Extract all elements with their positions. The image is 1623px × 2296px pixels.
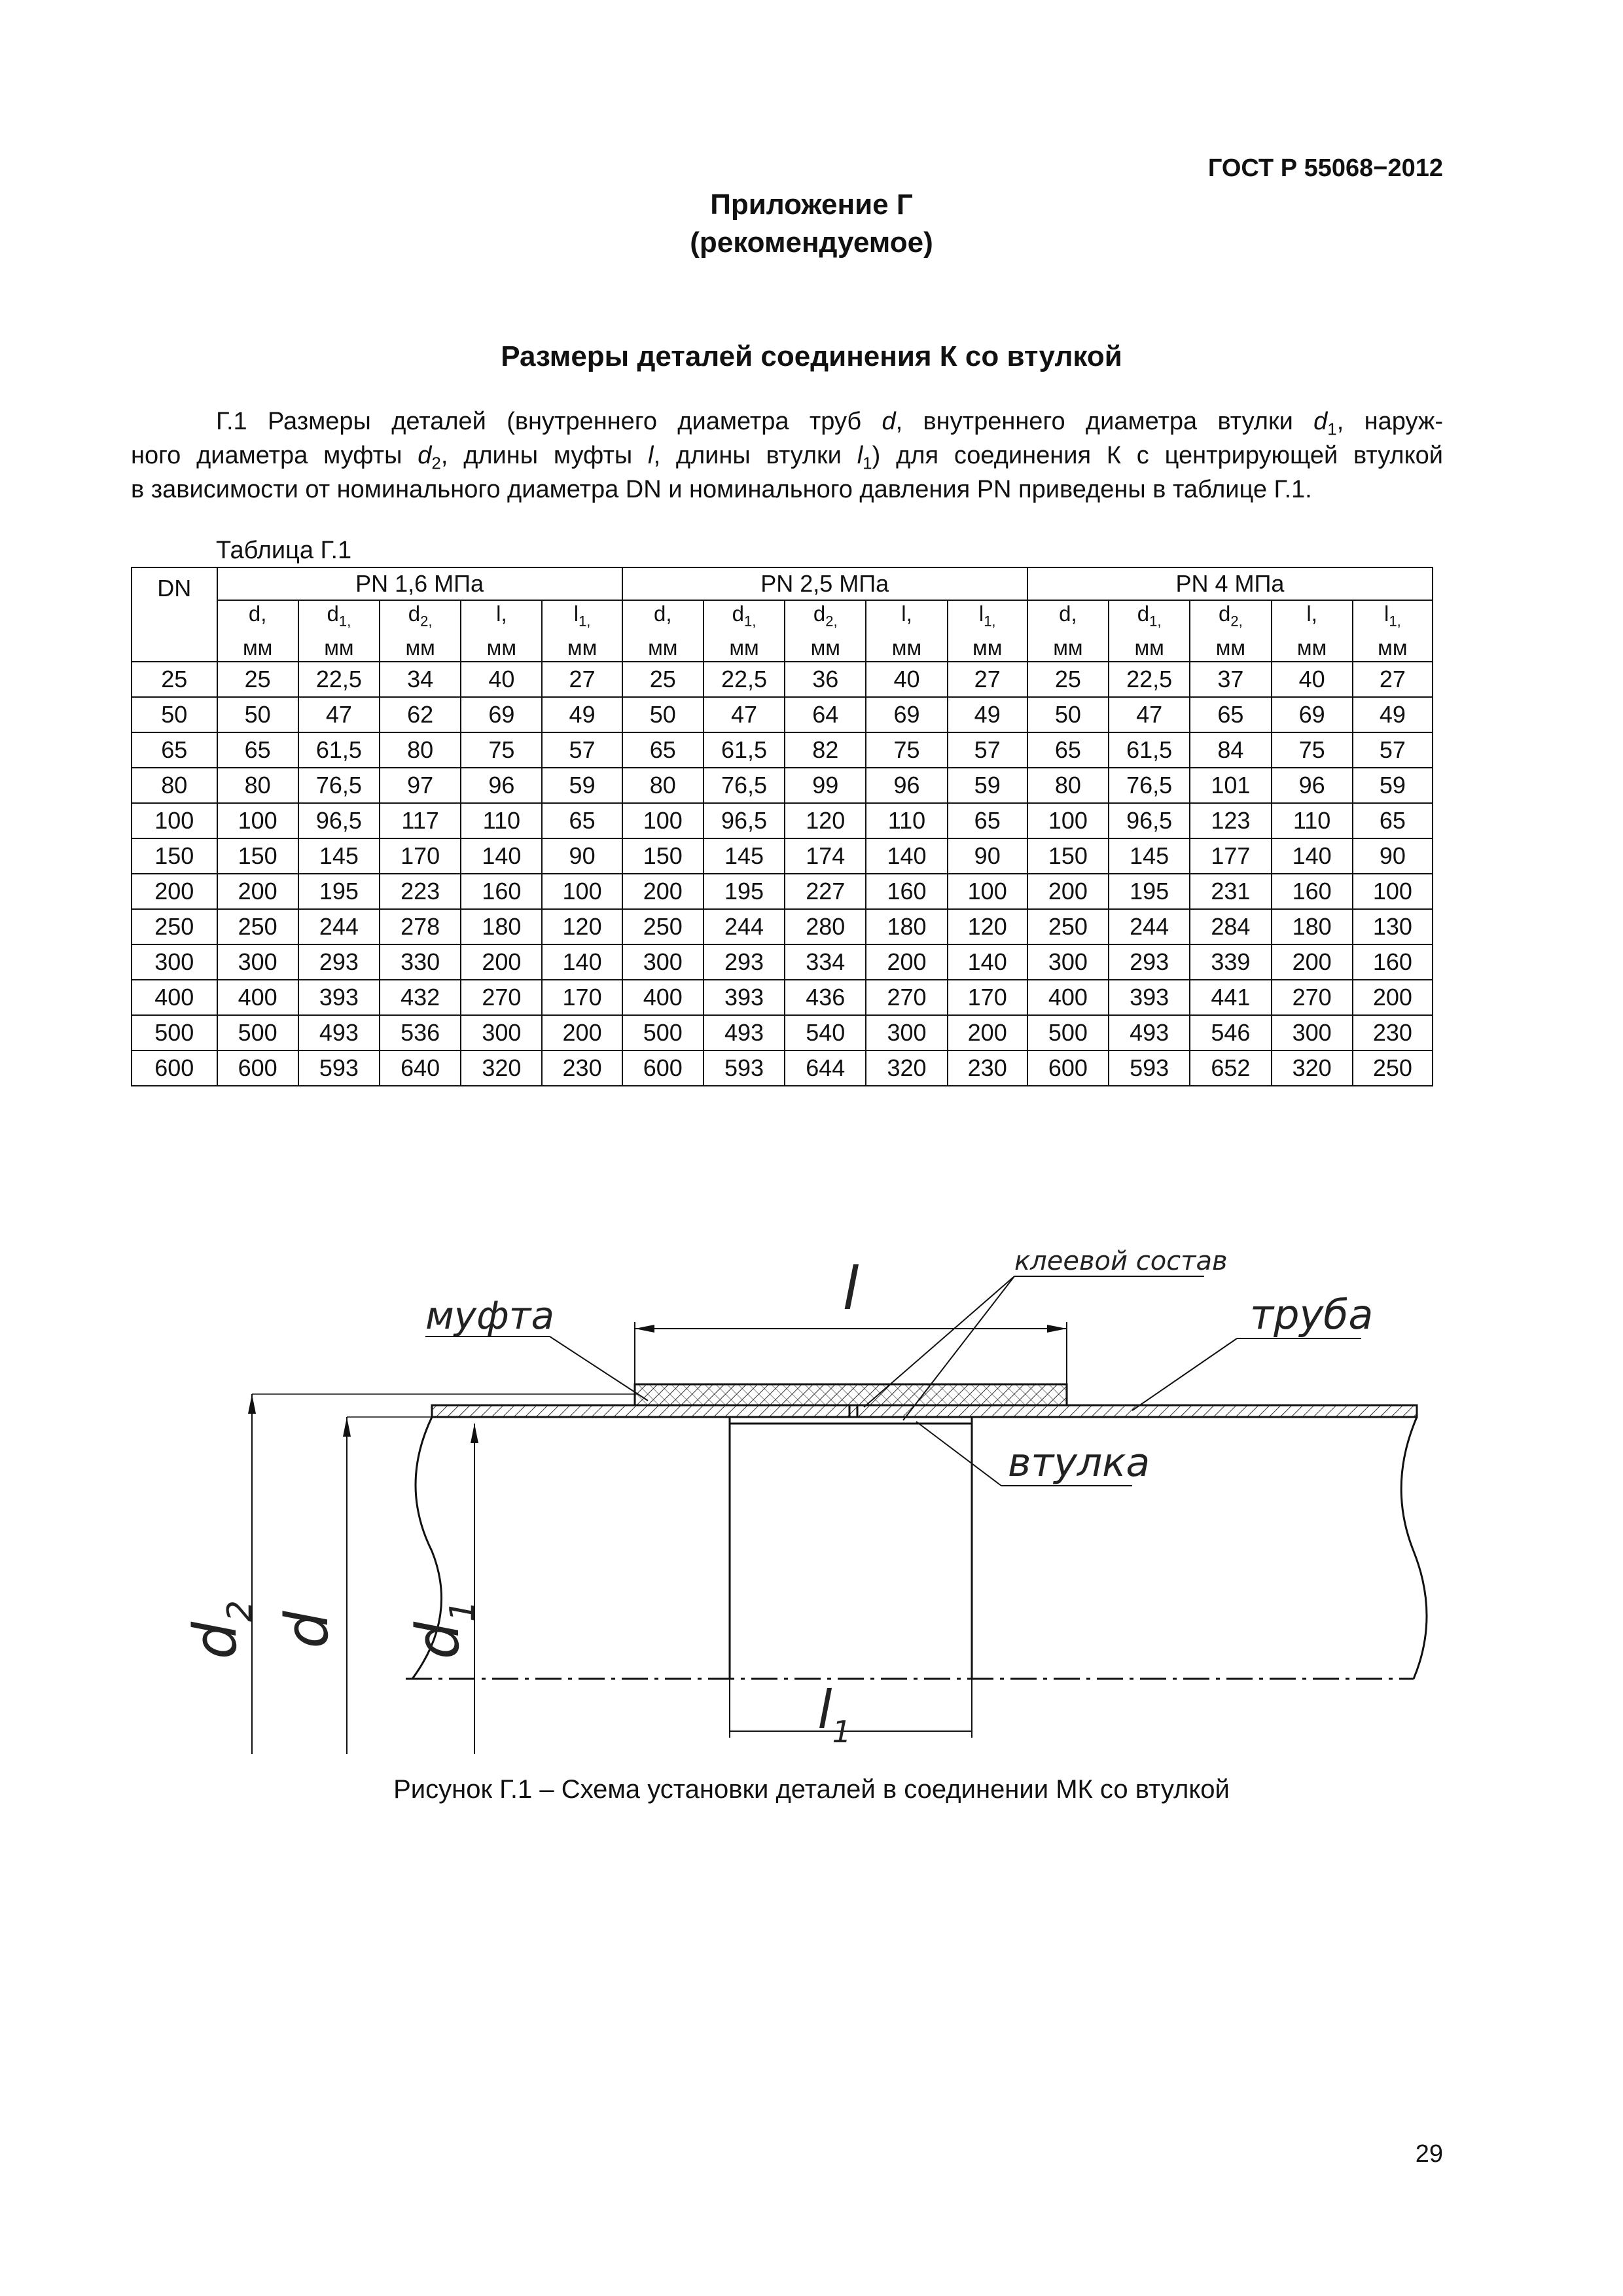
table-cell: 150 [1027, 838, 1109, 874]
dim-d1-arrow [471, 1424, 478, 1443]
table-cell: 90 [542, 838, 622, 874]
table-cell: 100 [217, 803, 298, 838]
table-cell: 270 [866, 980, 947, 1015]
column-header: d, мм [217, 600, 298, 662]
table-cell: 97 [380, 768, 461, 803]
dn-cell: 50 [132, 697, 217, 732]
table-cell: 320 [1272, 1050, 1353, 1086]
table-cell: 34 [380, 662, 461, 697]
table-cell: 278 [380, 909, 461, 944]
table-cell: 160 [461, 874, 542, 909]
table-cell: 59 [948, 768, 1027, 803]
table-cell: 59 [1353, 768, 1433, 803]
table-cell: 493 [298, 1015, 380, 1050]
break-line-right [1401, 1417, 1427, 1679]
table-cell: 96,5 [1109, 803, 1190, 838]
table-row [132, 768, 1433, 803]
table-cell: 40 [461, 662, 542, 697]
table-cell: 100 [948, 874, 1027, 909]
sleeve-label: втулка [1008, 1440, 1150, 1486]
pipe-leader [1132, 1338, 1237, 1410]
column-header: $d_{2,}$ мм [785, 600, 866, 662]
dim-l-label: l [842, 1255, 859, 1323]
table-cell: 284 [1190, 909, 1271, 944]
dn-cell: 300 [132, 944, 217, 980]
table-cell: 65 [217, 732, 298, 768]
sleeve-leader [916, 1422, 1001, 1486]
table-cell: 200 [866, 944, 947, 980]
table-cell: 300 [622, 944, 704, 980]
table-cell: 96,5 [704, 803, 785, 838]
dn-header: DN [132, 567, 217, 662]
table-cell: 62 [380, 697, 461, 732]
table-cell: 200 [1027, 874, 1109, 909]
table-cell: 170 [948, 980, 1027, 1015]
table-cell: 50 [217, 697, 298, 732]
table-cell: 432 [380, 980, 461, 1015]
table-cell: 145 [1109, 838, 1190, 874]
coupling-leader [550, 1336, 648, 1401]
column-header: l, мм [1272, 600, 1353, 662]
table-cell: 117 [380, 803, 461, 838]
column-header: $d_{2,}$ мм [380, 600, 461, 662]
table-cell: 200 [622, 874, 704, 909]
table-cell: 96 [1272, 768, 1353, 803]
table-cell: 250 [1353, 1050, 1433, 1086]
table-row [132, 732, 1433, 768]
table-cell: 652 [1190, 1050, 1271, 1086]
table-cell: 536 [380, 1015, 461, 1050]
table-cell: 300 [1027, 944, 1109, 980]
table-cell: 22,5 [704, 662, 785, 697]
paragraph-line-1: Г.1 Размеры деталей (внутреннего диаметра труб d, внутреннего диаметра втулки $d_1$, наруж- [216, 408, 1443, 439]
dn-cell: 500 [132, 1015, 217, 1050]
table-cell: 110 [461, 803, 542, 838]
table-cell: 84 [1190, 732, 1271, 768]
table-row [132, 697, 1433, 732]
table-cell: 65 [622, 732, 704, 768]
table-cell: 61,5 [298, 732, 380, 768]
dim-l1-label: $l_1$ [817, 1679, 851, 1749]
table-row [132, 944, 1433, 980]
table-cell: 500 [217, 1015, 298, 1050]
table-cell: 227 [785, 874, 866, 909]
table-row [132, 838, 1433, 874]
table-cell: 200 [461, 944, 542, 980]
dim-d2-arrow [248, 1394, 256, 1414]
column-header: $d_{1,}$ мм [704, 600, 785, 662]
column-header: $d_{1,}$ мм [298, 600, 380, 662]
table-cell: 300 [1272, 1015, 1353, 1050]
table-cell: 244 [704, 909, 785, 944]
table-cell: 300 [461, 1015, 542, 1050]
dim-d2-label: $d_2$ [181, 1600, 260, 1660]
dn-cell: 65 [132, 732, 217, 768]
table-cell: 69 [1272, 697, 1353, 732]
table-cell: 140 [542, 944, 622, 980]
table-cell: 593 [298, 1050, 380, 1086]
table-cell: 110 [1272, 803, 1353, 838]
table-cell: 160 [1272, 874, 1353, 909]
table-cell: 80 [217, 768, 298, 803]
table-cell: 644 [785, 1050, 866, 1086]
table-row [132, 662, 1433, 697]
table-cell: 540 [785, 1015, 866, 1050]
table-cell: 244 [298, 909, 380, 944]
table-cell: 250 [1027, 909, 1109, 944]
table-cell: 90 [1353, 838, 1433, 874]
table-cell: 441 [1190, 980, 1271, 1015]
table-cell: 140 [948, 944, 1027, 980]
pn-group-header: PN 2,5 МПа [622, 567, 1027, 600]
table-cell: 140 [866, 838, 947, 874]
table-cell: 27 [1353, 662, 1433, 697]
table-cell: 293 [298, 944, 380, 980]
table-row [132, 803, 1433, 838]
table-cell: 80 [1027, 768, 1109, 803]
table-cell: 100 [622, 803, 704, 838]
table-cell: 101 [1190, 768, 1271, 803]
dimensions-table [131, 567, 1433, 1086]
table-cell: 195 [1109, 874, 1190, 909]
table-cell: 160 [1353, 944, 1433, 980]
table-cell: 65 [1353, 803, 1433, 838]
table-cell: 200 [542, 1015, 622, 1050]
column-header: $d_{1,}$ мм [1109, 600, 1190, 662]
table-cell: 75 [1272, 732, 1353, 768]
table-cell: 293 [704, 944, 785, 980]
table-cell: 270 [461, 980, 542, 1015]
table-cell: 69 [866, 697, 947, 732]
table-cell: 80 [380, 732, 461, 768]
table-cell: 393 [1109, 980, 1190, 1015]
table-cell: 150 [217, 838, 298, 874]
table-cell: 22,5 [1109, 662, 1190, 697]
table-cell: 36 [785, 662, 866, 697]
dn-cell: 80 [132, 768, 217, 803]
table-cell: 65 [1190, 697, 1271, 732]
table-cell: 400 [217, 980, 298, 1015]
table-cell: 500 [622, 1015, 704, 1050]
table-cell: 57 [948, 732, 1027, 768]
table-cell: 61,5 [1109, 732, 1190, 768]
column-header: l, мм [866, 600, 947, 662]
table-cell: 120 [785, 803, 866, 838]
table-cell: 177 [1190, 838, 1271, 874]
table-cell: 49 [542, 697, 622, 732]
table-cell: 300 [866, 1015, 947, 1050]
sleeve-shape [730, 1417, 972, 1424]
table-cell: 230 [1353, 1015, 1433, 1050]
table-cell: 400 [622, 980, 704, 1015]
table-cell: 200 [1272, 944, 1353, 980]
table-row [132, 980, 1433, 1015]
coupling-crosshatch [635, 1384, 1067, 1405]
table-caption: Таблица Г.1 [216, 537, 352, 564]
column-header: $l_{1,}$ мм [1353, 600, 1433, 662]
table-cell: 100 [542, 874, 622, 909]
table-cell: 546 [1190, 1015, 1271, 1050]
dn-cell: 100 [132, 803, 217, 838]
dn-cell: 600 [132, 1050, 217, 1086]
dn-cell: 200 [132, 874, 217, 909]
table-cell: 230 [948, 1050, 1027, 1086]
dn-cell: 25 [132, 662, 217, 697]
figure-caption: Рисунок Г.1 – Схема установки деталей в соединении МК со втулкой [393, 1775, 1230, 1804]
standard-number: ГОСТ Р 55068−2012 [1207, 154, 1443, 182]
table-cell: 170 [542, 980, 622, 1015]
table-cell: 593 [704, 1050, 785, 1086]
table-cell: 230 [542, 1050, 622, 1086]
installation-diagram [131, 1211, 1374, 1767]
table-cell: 22,5 [298, 662, 380, 697]
table-cell: 57 [1353, 732, 1433, 768]
pipe-wall [432, 1405, 1417, 1417]
table-cell: 76,5 [298, 768, 380, 803]
coupling-label: муфта [425, 1293, 554, 1338]
table-cell: 40 [1272, 662, 1353, 697]
table-cell: 150 [622, 838, 704, 874]
table-cell: 300 [217, 944, 298, 980]
dim-l-arrow-right [1047, 1325, 1067, 1333]
table-cell: 120 [542, 909, 622, 944]
dim-l-arrow-left [635, 1325, 654, 1333]
table-cell: 436 [785, 980, 866, 1015]
dn-cell: 400 [132, 980, 217, 1015]
table-cell: 100 [1027, 803, 1109, 838]
dn-cell: 150 [132, 838, 217, 874]
table-cell: 223 [380, 874, 461, 909]
table-cell: 593 [1109, 1050, 1190, 1086]
table-cell: 180 [461, 909, 542, 944]
paragraph-line-3: в зависимости от номинального диаметра DN и номинального давления PN приведены в таблице Г.1. [131, 476, 1312, 503]
table-cell: 47 [298, 697, 380, 732]
table-cell: 145 [704, 838, 785, 874]
table-cell: 75 [461, 732, 542, 768]
column-header: $l_{1,}$ мм [948, 600, 1027, 662]
column-header: d, мм [1027, 600, 1109, 662]
table-row [132, 1050, 1433, 1086]
table-cell: 334 [785, 944, 866, 980]
table-cell: 140 [1272, 838, 1353, 874]
table-cell: 400 [1027, 980, 1109, 1015]
table-cell: 280 [785, 909, 866, 944]
table-cell: 25 [1027, 662, 1109, 697]
table-cell: 250 [622, 909, 704, 944]
table-cell: 500 [1027, 1015, 1109, 1050]
table-cell: 180 [866, 909, 947, 944]
column-header: $d_{2,}$ мм [1190, 600, 1271, 662]
table-cell: 250 [217, 909, 298, 944]
table-cell: 25 [622, 662, 704, 697]
table-cell: 120 [948, 909, 1027, 944]
table-cell: 90 [948, 838, 1027, 874]
table-cell: 200 [1353, 980, 1433, 1015]
paragraph-g1 [131, 404, 1443, 507]
table-cell: 65 [948, 803, 1027, 838]
table-cell: 96 [461, 768, 542, 803]
table-cell: 27 [542, 662, 622, 697]
table-cell: 65 [1027, 732, 1109, 768]
table-cell: 69 [461, 697, 542, 732]
table-cell: 27 [948, 662, 1027, 697]
table-cell: 200 [948, 1015, 1027, 1050]
table-cell: 59 [542, 768, 622, 803]
table-cell: 100 [1353, 874, 1433, 909]
table-cell: 195 [298, 874, 380, 909]
table-cell: 75 [866, 732, 947, 768]
pipe-label: труба [1250, 1291, 1374, 1338]
table-row [132, 874, 1433, 909]
table-cell: 200 [217, 874, 298, 909]
table-cell: 57 [542, 732, 622, 768]
table-cell: 99 [785, 768, 866, 803]
pn-group-header: PN 4 МПа [1027, 567, 1433, 600]
table-cell: 47 [1109, 697, 1190, 732]
table-cell: 180 [1272, 909, 1353, 944]
table-cell: 25 [217, 662, 298, 697]
table-row [132, 1015, 1433, 1050]
table-cell: 320 [461, 1050, 542, 1086]
page-number: 29 [1415, 2140, 1443, 2168]
table-cell: 96,5 [298, 803, 380, 838]
table-cell: 64 [785, 697, 866, 732]
table-cell: 600 [217, 1050, 298, 1086]
table-cell: 61,5 [704, 732, 785, 768]
table-cell: 293 [1109, 944, 1190, 980]
section-title: Размеры деталей соединения К со втулкой [501, 340, 1122, 372]
table-cell: 49 [948, 697, 1027, 732]
dim-d-label: d [273, 1611, 342, 1649]
table-cell: 640 [380, 1050, 461, 1086]
table-cell: 244 [1109, 909, 1190, 944]
table-cell: 49 [1353, 697, 1433, 732]
table-cell: 130 [1353, 909, 1433, 944]
table-cell: 50 [1027, 697, 1109, 732]
adhesive-label: клеевой состав [1014, 1246, 1228, 1276]
annex-subtitle: (рекомендуемое) [690, 226, 933, 259]
table-cell: 50 [622, 697, 704, 732]
dn-cell: 250 [132, 909, 217, 944]
table-cell: 600 [622, 1050, 704, 1086]
table-cell: 76,5 [1109, 768, 1190, 803]
dim-d-arrow [343, 1417, 351, 1437]
column-header: l, мм [461, 600, 542, 662]
table-cell: 600 [1027, 1050, 1109, 1086]
table-cell: 110 [866, 803, 947, 838]
table-row [132, 909, 1433, 944]
pn-group-header: PN 1,6 МПа [217, 567, 622, 600]
table-cell: 330 [380, 944, 461, 980]
table-cell: 76,5 [704, 768, 785, 803]
table-cell: 40 [866, 662, 947, 697]
table-cell: 320 [866, 1050, 947, 1086]
table-cell: 160 [866, 874, 947, 909]
annex-title: Приложение Г [710, 188, 913, 221]
table-cell: 493 [1109, 1015, 1190, 1050]
dim-d1-label: $d_1$ [404, 1600, 482, 1660]
table-cell: 96 [866, 768, 947, 803]
table-cell: 65 [542, 803, 622, 838]
table-cell: 393 [704, 980, 785, 1015]
column-header: d, мм [622, 600, 704, 662]
table-cell: 393 [298, 980, 380, 1015]
column-header: $l_{1,}$ мм [542, 600, 622, 662]
table-cell: 270 [1272, 980, 1353, 1015]
table-cell: 47 [704, 697, 785, 732]
table-cell: 170 [380, 838, 461, 874]
table-cell: 123 [1190, 803, 1271, 838]
table-cell: 145 [298, 838, 380, 874]
table-cell: 339 [1190, 944, 1271, 980]
table-cell: 80 [622, 768, 704, 803]
table-cell: 493 [704, 1015, 785, 1050]
table-cell: 37 [1190, 662, 1271, 697]
table-cell: 231 [1190, 874, 1271, 909]
paragraph-line-2: ного диаметра муфты $d_2$, длины муфты l, длины втулки $l_1$) для соединения К с центрирующей втулкой [131, 442, 1443, 473]
table-cell: 140 [461, 838, 542, 874]
table-cell: 195 [704, 874, 785, 909]
table-cell: 174 [785, 838, 866, 874]
table-cell: 82 [785, 732, 866, 768]
